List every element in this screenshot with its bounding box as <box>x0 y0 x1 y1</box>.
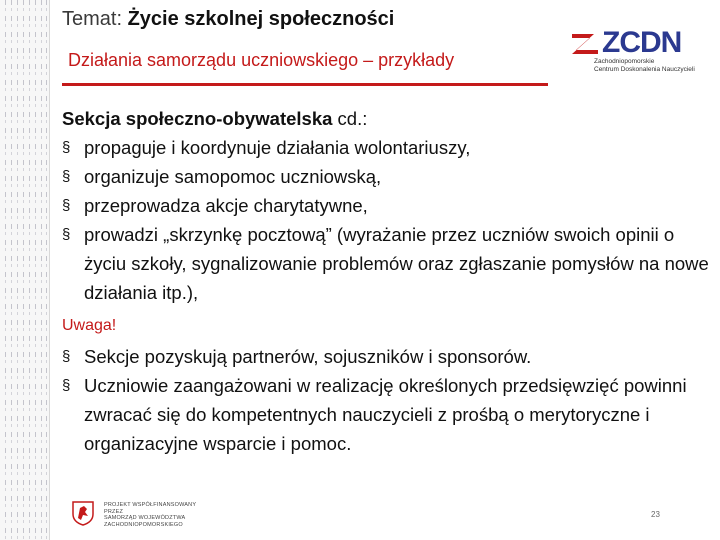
subtitle-underline <box>62 83 548 86</box>
note-bullet-list <box>62 342 710 458</box>
bullet-item: § propaguje i koordynuje działania wolontariuszy, <box>62 133 710 162</box>
bullet-item: § Uczniowie zaangażowani w realizację określonych przedsięwzięć powinni zwracać się do kompetentnych nauczycieli z prośbą o merytoryczne i organizacyjne wsparcie i pomoc. <box>62 371 710 458</box>
zcdn-logo-tagline: Zachodniopomorskie Centrum Doskonalenia Nauczycieli <box>594 58 695 73</box>
zcdn-logo <box>572 26 695 76</box>
decorative-handwriting-strip <box>0 0 50 540</box>
slide-subtitle: Działania samorządu uczniowskiego – przykłady <box>68 50 455 70</box>
zcdn-logo-mark-icon <box>572 30 602 54</box>
bullet-item: § Sekcje pozyskują partnerów, sojuszników i sponsorów. <box>62 342 710 371</box>
zcdn-logo-letters: ZCDN <box>602 26 682 59</box>
bullet-mark-icon: § <box>62 168 71 185</box>
note-label: Uwaga! <box>62 317 117 334</box>
section-heading <box>62 104 710 133</box>
regional-government-logo-text: PROJEKT WSPÓŁFINANSOWANY PRZEZ SAMORZĄD WOJEWÓDZTWA ZACHODNIOPOMORSKIEGO <box>104 502 197 528</box>
section-bullet-list <box>62 133 710 307</box>
bullet-mark-icon: § <box>62 139 71 156</box>
slide-title-prefix: Temat: <box>62 8 128 30</box>
bullet-mark-icon: § <box>62 377 71 394</box>
griffin-crest-icon <box>70 500 96 526</box>
section-heading-rest: cd.: <box>332 108 368 129</box>
bullet-mark-icon: § <box>62 348 71 365</box>
bullet-mark-icon: § <box>62 226 71 243</box>
slide-body <box>62 104 710 458</box>
regional-government-logo <box>70 498 200 528</box>
bullet-item: § przeprowadza akcje charytatywne, <box>62 191 710 220</box>
section-heading-bold: Sekcja społeczno-obywatelska <box>62 108 333 129</box>
slide-title-topic: Życie szkolnej społeczności <box>127 8 395 30</box>
bullet-item: § prowadzi „skrzynkę pocztową” (wyrażanie przez uczniów swoich opinii o życiu szkoły, sygnalizowanie problemów oraz zgłaszanie pomysłów na nowe działania itp.), <box>62 220 710 307</box>
page-number: 23 <box>651 510 660 519</box>
bullet-item: § organizuje samopomoc uczniowską, <box>62 162 710 191</box>
slide-title <box>62 8 394 31</box>
bullet-mark-icon: § <box>62 197 71 214</box>
